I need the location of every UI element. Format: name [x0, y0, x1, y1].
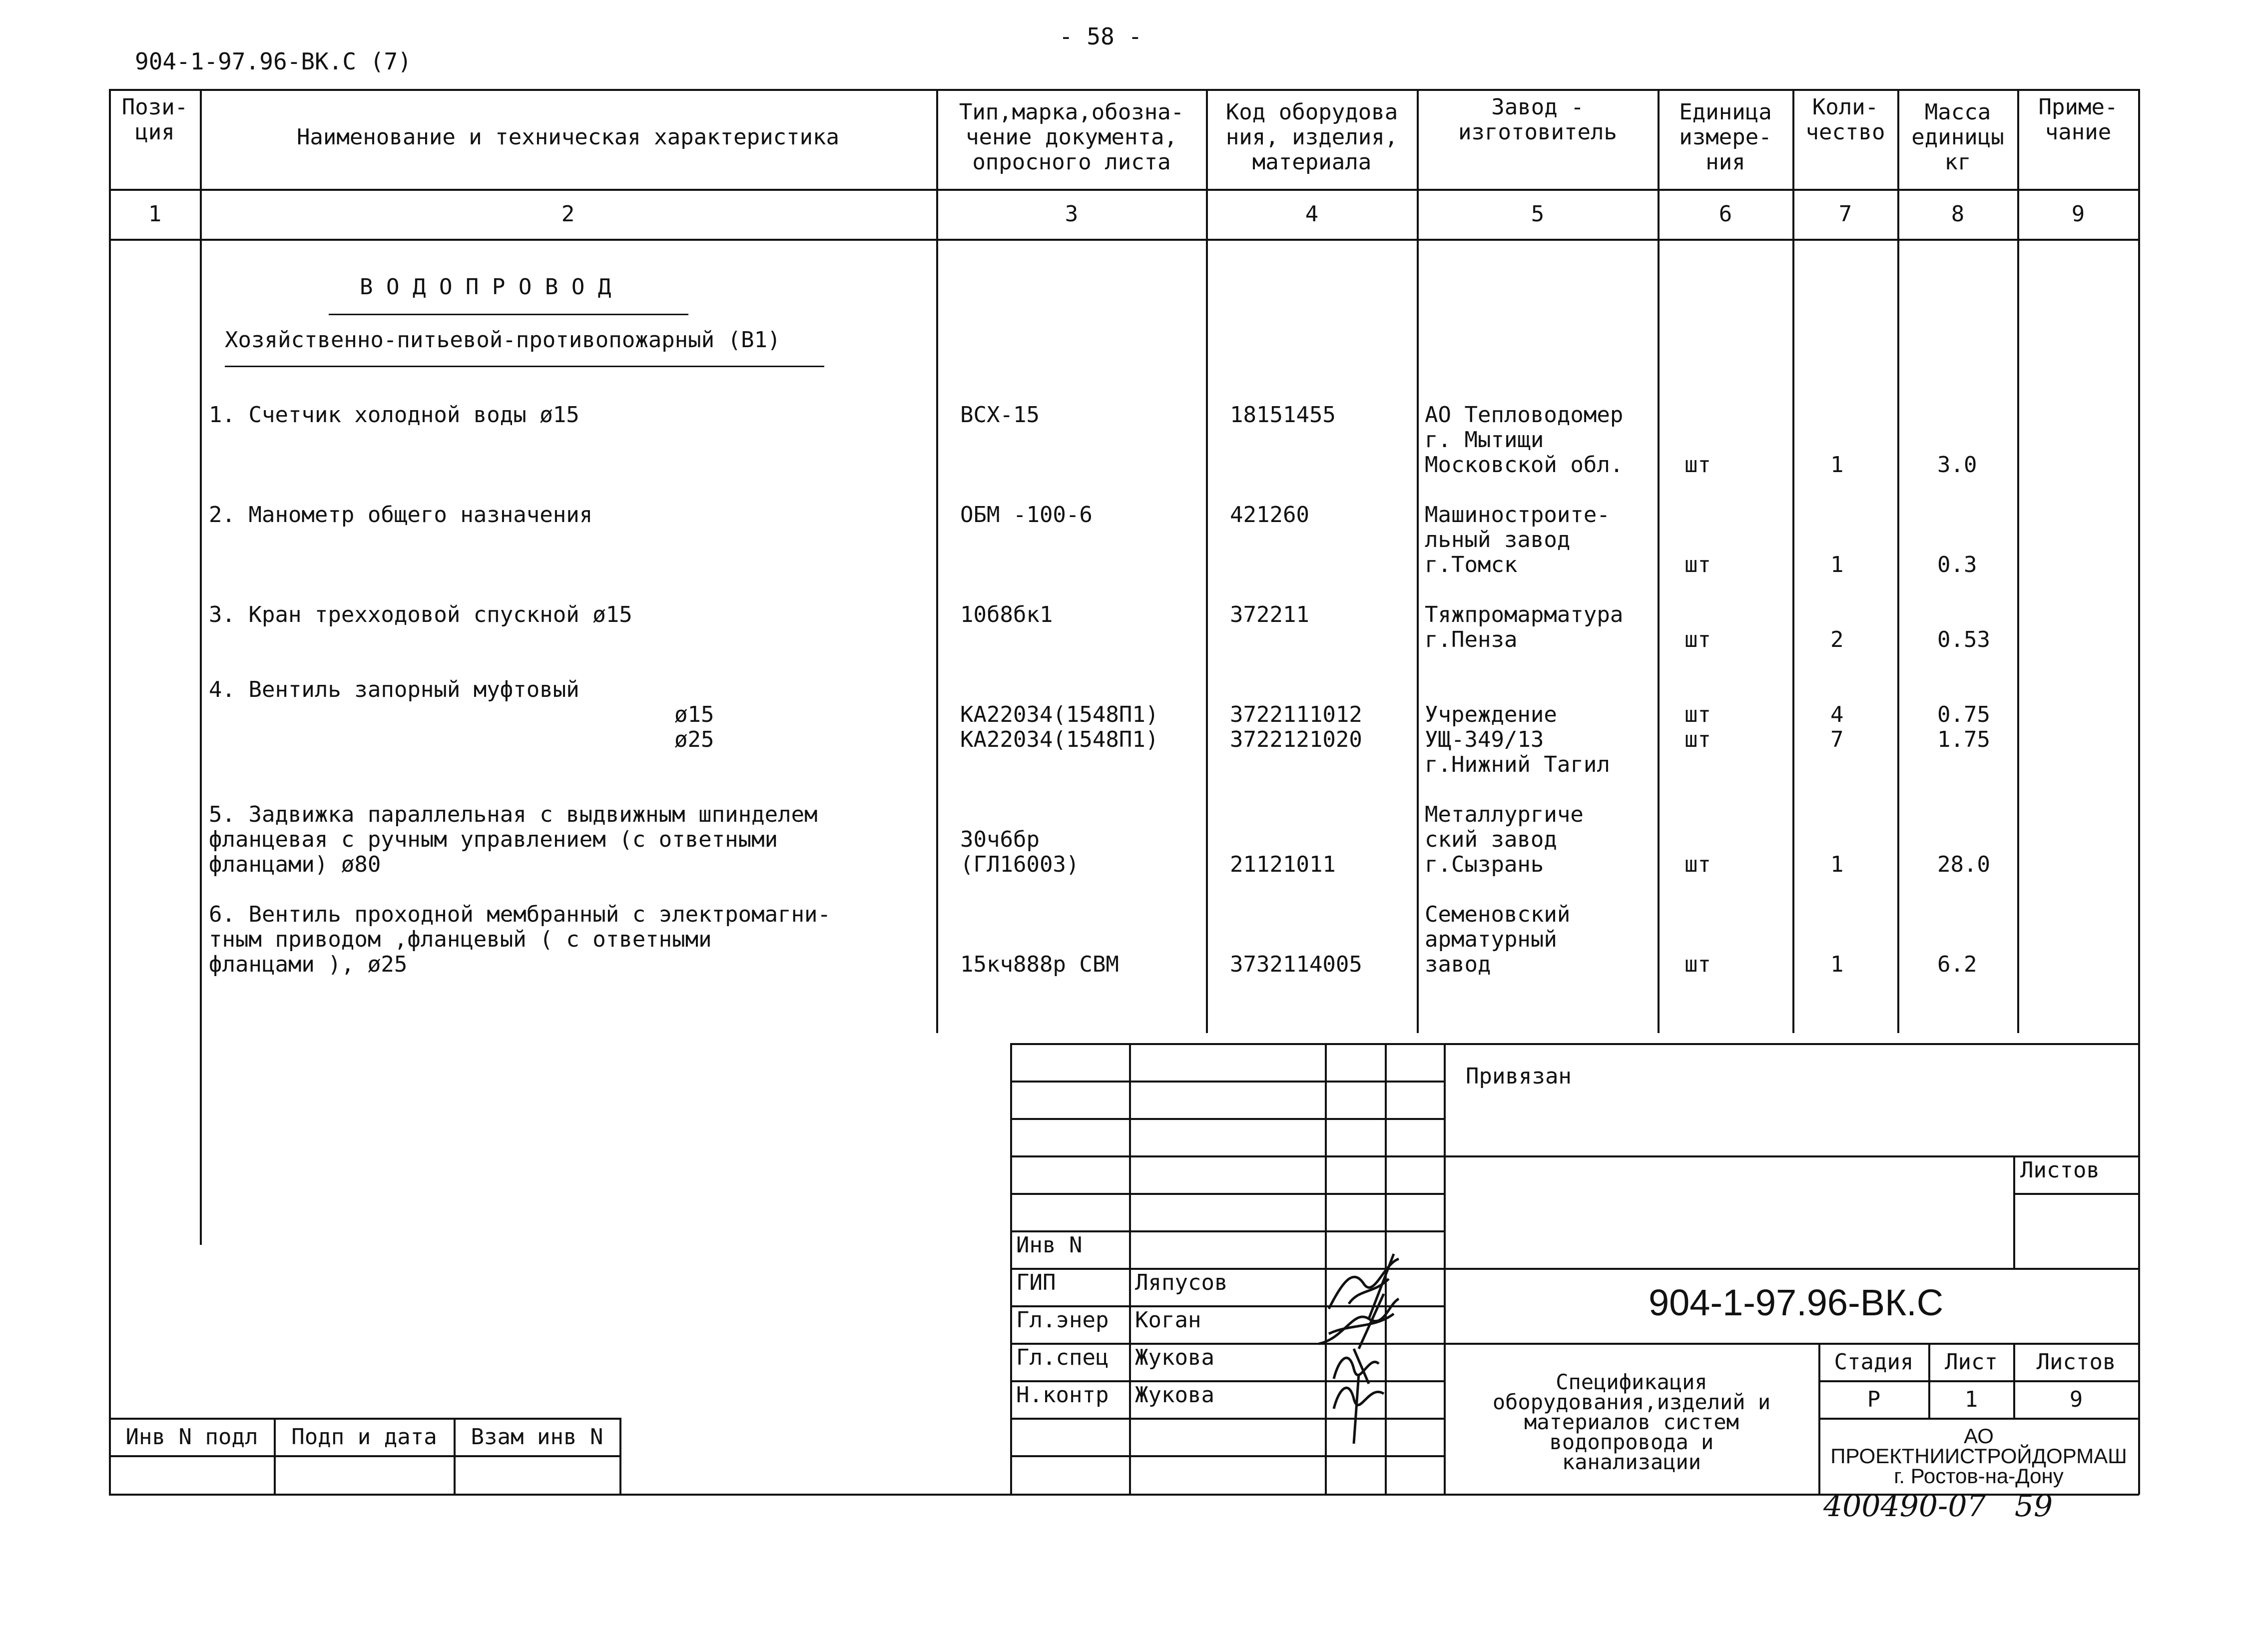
row-4b-dia: ø25: [674, 727, 714, 752]
stamp-listov-top-label: Листов: [2020, 1157, 2100, 1183]
row-2-type: ОБМ -100-6: [960, 502, 1093, 528]
section-subtitle: Хозяйственно-питьевой-противопожарный (В1): [225, 327, 781, 353]
row-4a-dia: ø15: [674, 702, 714, 727]
row-4a-type: КА22034(1548П1): [960, 702, 1159, 727]
row-1-code: 18151455: [1230, 402, 1336, 428]
row-6-type: 15кч888р СВМ: [960, 952, 1119, 977]
stamp-role-gip: ГИП: [1016, 1270, 1056, 1295]
stamp-name-control: Жукова: [1135, 1382, 1214, 1408]
stamp-privyazan: Привязан: [1466, 1064, 1572, 1089]
row-3-code: 372211: [1230, 602, 1309, 627]
row-6-qty: 1: [1830, 952, 1844, 977]
col-header-code: Код оборудова ния, изделия, материала: [1225, 99, 1398, 175]
col-number-5: 5: [1531, 201, 1545, 227]
row-4a-code: 3722111012: [1230, 702, 1362, 727]
col-header-note: Приме- чание: [2038, 94, 2118, 145]
row-4b-type: КА22034(1548П1): [960, 727, 1159, 752]
row-4b-unit: шт: [1684, 727, 1711, 752]
col-number-8: 8: [1951, 201, 1965, 227]
row-5-qty: 1: [1830, 852, 1844, 877]
row-4b-maker: УЩ-349/13: [1425, 727, 1544, 752]
row-4a-mass: 0.75: [1937, 702, 1990, 727]
row-4b-code: 3722121020: [1230, 727, 1362, 752]
row-1-mass: 3.0: [1937, 452, 1977, 478]
col-header-qty: Коли- чество: [1805, 94, 1885, 145]
stamp-name-energ: Коган: [1135, 1307, 1201, 1333]
stamp-organization: АО ПРОЕКТНИИСТРОЙДОРМАШ г. Ростов-на-Дону: [1830, 1424, 2127, 1488]
section-title: В О Д О П Р О В О Д: [360, 274, 611, 300]
row-6-unit: шт: [1684, 952, 1711, 977]
stamp-stage-value: Р: [1867, 1387, 1881, 1412]
col-number-3: 3: [1065, 201, 1079, 227]
row-5-name: 5. Задвижка параллельная с выдвижным шпинделем фланцевая с ручным управлением (с ответными фланцами) ø80: [209, 802, 818, 877]
left-podp-data: Подп и дата: [291, 1424, 437, 1450]
stamp-doc-code: 904-1-97.96-ВК.С: [1649, 1282, 1944, 1323]
row-4b-qty: 7: [1830, 727, 1844, 752]
left-vzam-inv: Взам инв N: [471, 1424, 603, 1450]
col-number-9: 9: [2071, 201, 2085, 227]
row-2-mass: 0.3: [1937, 552, 1977, 577]
document-code-header: 904-1-97.96-ВК.С (7): [135, 48, 412, 75]
row-5-mass: 28.0: [1937, 852, 1990, 877]
row-5-type: 30ч6бр (ГЛ16003): [960, 827, 1080, 877]
signature-control: [1324, 1369, 1399, 1449]
stamp-title: Спецификация оборудования,изделий и материалов систем водопровода и канализации: [1492, 1370, 1771, 1474]
row-2-unit: шт: [1684, 552, 1711, 577]
row-4-maker-city: г.Нижний Тагил: [1425, 752, 1610, 777]
stamp-role-energ: Гл.энер: [1016, 1307, 1109, 1333]
col-header-unit: Единица измере- ния: [1679, 99, 1772, 175]
row-3-name: 3. Кран трехходовой спускной ø15: [209, 602, 632, 627]
row-6-name: 6. Вентиль проходной мембранный с электромагни- тным приводом ,фланцевый ( с ответными фланцами ), ø25: [209, 902, 831, 977]
row-3-qty: 2: [1830, 627, 1844, 652]
row-4a-maker: Учреждение: [1425, 702, 1557, 727]
col-number-7: 7: [1838, 201, 1852, 227]
row-6-maker: Семеновский арматурный завод: [1425, 902, 1571, 977]
row-1-name: 1. Счетчик холодной воды ø15: [209, 402, 579, 428]
stamp-role-control: Н.контр: [1016, 1382, 1109, 1408]
row-4-name: 4. Вентиль запорный муфтовый: [209, 677, 579, 702]
stamp-sheets-value: 9: [2069, 1387, 2083, 1412]
col-number-1: 1: [148, 201, 162, 227]
stamp-inv-label: Инв N: [1016, 1232, 1083, 1258]
col-header-type: Тип,марка,обозна- чение документа, опросного листа: [959, 99, 1184, 175]
col-number-4: 4: [1305, 201, 1319, 227]
stamp-name-gip: Ляпусов: [1135, 1270, 1228, 1295]
col-header-mass: Масса единицы кг: [1911, 99, 2004, 175]
stamp-stage-label: Стадия: [1834, 1349, 1914, 1375]
stamp-sheet-label: Лист: [1945, 1349, 1998, 1375]
stamp-sheet-value: 1: [1964, 1387, 1978, 1412]
stamp-name-spec: Жукова: [1135, 1345, 1214, 1370]
row-3-mass: 0.53: [1937, 627, 1990, 652]
col-header-maker: Завод - изготовитель: [1458, 94, 1617, 145]
row-3-unit: шт: [1684, 627, 1711, 652]
stamp-sheets-label: Листов: [2036, 1349, 2116, 1375]
row-4a-qty: 4: [1830, 702, 1844, 727]
row-5-unit: шт: [1684, 852, 1711, 877]
row-2-code: 421260: [1230, 502, 1309, 528]
row-2-qty: 1: [1830, 552, 1844, 577]
row-4b-mass: 1.75: [1937, 727, 1990, 752]
row-6-code: 3732114005: [1230, 952, 1362, 977]
row-5-maker: Металлургиче ский завод г.Сызрань: [1425, 802, 1584, 877]
row-3-type: 10б8бк1: [960, 602, 1053, 627]
col-number-2: 2: [561, 201, 575, 227]
page-number: - 58 -: [1059, 23, 1142, 50]
row-2-maker: Машиностроите- льный завод г.Томск: [1425, 502, 1610, 577]
row-1-unit: шт: [1684, 452, 1711, 478]
row-1-maker: АО Тепловодомер г. Мытищи Московской обл.: [1425, 402, 1624, 478]
row-6-mass: 6.2: [1937, 952, 1977, 977]
row-1-type: ВСХ-15: [960, 402, 1040, 428]
row-5-code: 21121011: [1230, 852, 1336, 877]
row-1-qty: 1: [1830, 452, 1844, 478]
stamp-role-spec: Гл.спец: [1016, 1345, 1109, 1370]
col-header-position: Пози- ция: [121, 94, 188, 145]
col-header-name: Наименование и техническая характеристика: [296, 124, 840, 150]
row-2-name: 2. Манометр общего назначения: [209, 502, 593, 528]
left-inv-podl: Инв N подл: [125, 1424, 258, 1450]
row-3-maker: Тяжпромарматура г.Пенза: [1425, 602, 1624, 652]
handwritten-archive-number: 400490-07 59: [1823, 1489, 2053, 1524]
col-number-6: 6: [1718, 201, 1732, 227]
row-4a-unit: шт: [1684, 702, 1711, 727]
